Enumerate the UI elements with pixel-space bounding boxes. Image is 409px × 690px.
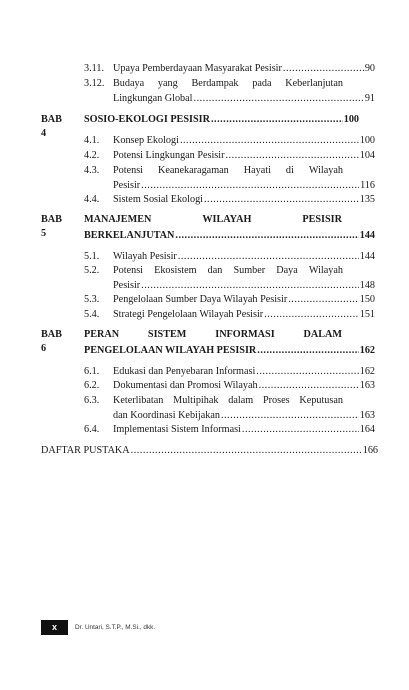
page-number: 150 — [359, 294, 375, 305]
section-number: 5.3. — [84, 294, 100, 305]
page-number: 144 — [359, 251, 375, 262]
section-number: 4.1. — [84, 135, 100, 146]
chapter-label: BAB 5 — [41, 214, 62, 239]
page-number: 144 — [359, 230, 375, 241]
dot-leader — [131, 444, 362, 458]
dot-leader — [257, 344, 358, 358]
page-number: 116 — [360, 180, 375, 191]
chapter-title-line-1: PERAN SISTEM INFORMASI DALAM — [84, 329, 342, 340]
section-number: 4.3. — [84, 165, 100, 176]
dot-leader — [259, 379, 359, 393]
page-number: 104 — [359, 150, 375, 161]
page-number: 162 — [359, 345, 375, 356]
section-number: 3.11. — [84, 63, 104, 74]
dot-leader — [283, 62, 364, 76]
section-number: 5.4. — [84, 309, 100, 320]
section-number: 6.3. — [84, 395, 100, 406]
section-title: Wilayah Pesisir — [113, 251, 177, 262]
section-title-line-2: dan Koordinasi Kebijakan — [113, 410, 220, 421]
footer-author: Dr. Untari, S.T.P., M.Si., dkk. — [75, 624, 156, 631]
section-title: Upaya Pemberdayaan Masyarakat Pesisir — [113, 63, 282, 74]
dot-leader — [180, 134, 359, 148]
chapter-label: BAB 6 — [41, 329, 62, 354]
section-title: Dokumentasi dan Promosi Wilayah — [113, 380, 258, 391]
dot-leader — [141, 279, 359, 293]
section-title: Pengelolaan Sumber Daya Wilayah Pesisir — [113, 294, 288, 305]
section-title-line-1: Potensi Keanekaragaman Hayati di Wilayah — [113, 165, 343, 176]
dot-leader — [256, 365, 358, 379]
section-title-line-1: Keterlibatan Multipihak dalam Proses Keputusan — [113, 395, 343, 406]
section-number: 6.1. — [84, 366, 100, 377]
page-number-badge: x — [41, 620, 68, 635]
section-title-line-2: Lingkungan Global — [113, 93, 193, 104]
section-number: 6.2. — [84, 380, 100, 391]
page-number: 100 — [343, 114, 359, 125]
dot-leader — [175, 229, 358, 243]
page-number: 163 — [359, 410, 375, 421]
chapter-label: BAB 4 — [41, 114, 62, 139]
section-title: Implementasi Sistem Informasi — [113, 424, 241, 435]
page-number: 148 — [359, 280, 375, 291]
page-number: 166 — [362, 445, 378, 456]
dot-leader — [288, 293, 358, 307]
page-number: 163 — [359, 380, 375, 391]
dot-leader — [264, 308, 359, 322]
section-title-line-2: Pesisir — [113, 280, 141, 291]
page-number: 90 — [364, 63, 375, 74]
page-number: 164 — [359, 424, 375, 435]
page-number: 135 — [359, 194, 375, 205]
page-number: 91 — [364, 93, 375, 104]
page-number: 100 — [359, 135, 375, 146]
page-number: 162 — [359, 366, 375, 377]
chapter-title: SOSIO-EKOLOGI PESISIR — [84, 114, 210, 125]
section-title-line-1: Potensi Ekosistem dan Sumber Daya Wilayah — [113, 265, 343, 276]
chapter-title-line-2: BERKELANJUTAN — [84, 230, 175, 241]
dot-leader — [221, 409, 359, 423]
dot-leader — [226, 149, 359, 163]
chapter-title-line-2: PENGELOLAAN WILAYAH PESISIR — [84, 345, 257, 356]
dot-leader — [141, 179, 359, 193]
section-title: Sistem Sosial Ekologi — [113, 194, 203, 205]
section-title: Edukasi dan Penyebaran Informasi — [113, 366, 256, 377]
dot-leader — [194, 92, 364, 106]
section-title: Strategi Pengelolaan Wilayah Pesisir — [113, 309, 264, 320]
dot-leader — [204, 193, 359, 207]
section-title-line-1: Budaya yang Berdampak pada Keberlanjutan — [113, 78, 343, 89]
dot-leader — [178, 250, 359, 264]
section-number: 5.1. — [84, 251, 100, 262]
section-number: 3.12. — [84, 78, 105, 89]
section-number: 4.2. — [84, 150, 100, 161]
section-number: 4.4. — [84, 194, 100, 205]
page-number: 151 — [359, 309, 375, 320]
dot-leader — [242, 423, 359, 437]
section-title-line-2: Pesisir — [113, 180, 141, 191]
section-title: Konsep Ekologi — [113, 135, 179, 146]
bibliography-title: DAFTAR PUSTAKA — [41, 445, 130, 456]
section-title: Potensi Lingkungan Pesisir — [113, 150, 225, 161]
chapter-title-line-1: MANAJEMEN WILAYAH PESISIR — [84, 214, 342, 225]
section-number: 6.4. — [84, 424, 100, 435]
section-number: 5.2. — [84, 265, 100, 276]
dot-leader — [211, 113, 343, 127]
